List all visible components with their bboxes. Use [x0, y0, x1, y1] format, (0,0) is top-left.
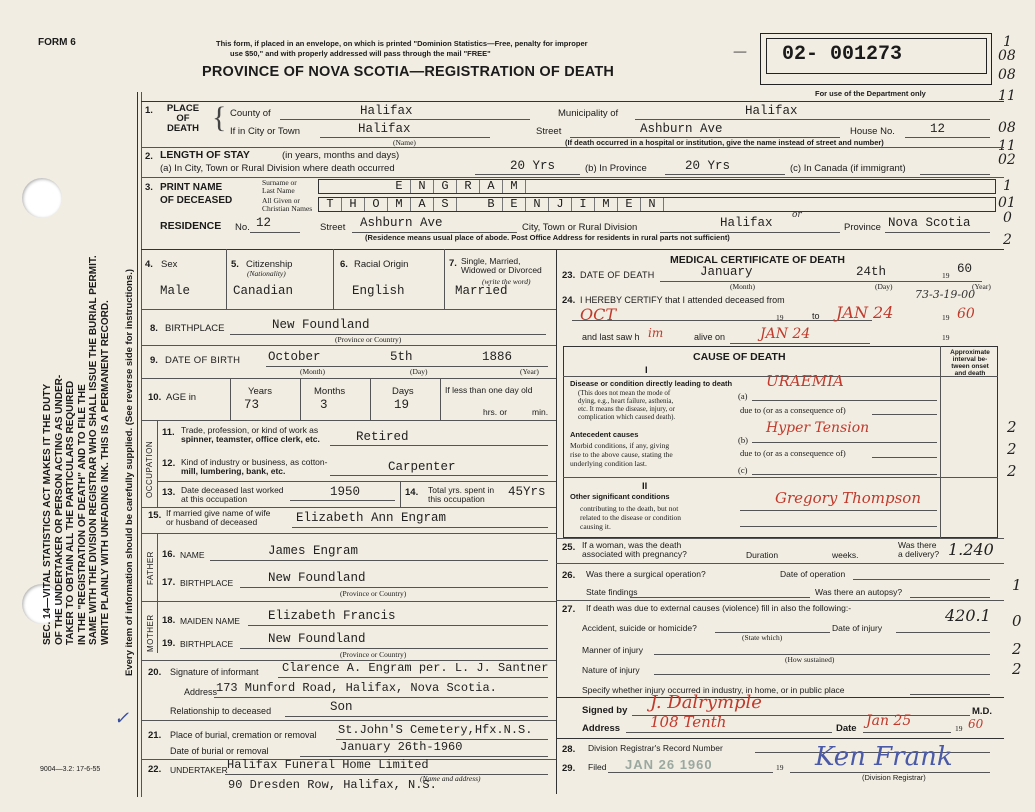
surname-boxes: E N G R A M: [318, 179, 996, 194]
margin-code: 2: [1007, 440, 1017, 458]
burial-place: St.John'S Cemetery,Hfx.N.S.: [338, 723, 533, 737]
city-label: If in City or Town: [230, 126, 301, 137]
informant-relationship: Son: [330, 700, 353, 714]
age-years: 73: [244, 398, 260, 412]
margin-code: 08: [998, 48, 1016, 64]
margin-code: 2: [1007, 462, 1017, 480]
punch-hole-top: [22, 178, 62, 218]
place-of-death-label: PLACE OF DEATH: [166, 103, 200, 134]
filed-stamp: JAN 26 1960: [625, 757, 713, 772]
physician-signature: J. Dalrymple: [650, 692, 762, 713]
birth-day: 5th: [390, 350, 413, 364]
residence-province: Nova Scotia: [888, 216, 971, 230]
form-id: FORM 6: [38, 37, 76, 48]
page-title: PROVINCE OF NOVA SCOTIA—REGISTRATION OF DEATH: [202, 64, 615, 80]
code-4201: 420.1: [945, 606, 991, 625]
margin-code: 08: [998, 67, 1016, 83]
hospital-note: (If death occurred in a hospital or institution, give the name instead of street and number): [565, 138, 884, 147]
postal-notice-2: use $50," and with properly addressed will pass through the mail "FREE": [230, 49, 491, 58]
margin-code: 0: [1012, 612, 1022, 630]
county-value: Halifax: [360, 104, 413, 118]
stay-province-value: 20 Yrs: [685, 159, 731, 173]
registrar-signature: Ken Frank: [815, 742, 953, 772]
form-code: 9004—3.2: 17-6-55: [40, 766, 101, 773]
occupation-side-label: OCCUPATION: [145, 440, 154, 498]
cause-b: Hyper Tension: [766, 420, 870, 436]
racial-origin-value: English: [352, 284, 405, 298]
stay-city-value: 20 Yrs: [510, 159, 556, 173]
margin-code: 0: [1003, 210, 1012, 226]
birthplace-value: New Foundland: [272, 318, 370, 332]
house-label: House No.: [850, 126, 895, 137]
death-day: 24th: [856, 265, 887, 279]
county-label: County of: [230, 108, 271, 119]
section-number: 1.: [145, 105, 153, 116]
check-mark: ✓: [114, 708, 130, 729]
undertaker-name: Halifax Funeral Home Limited: [227, 758, 429, 772]
margin-code: 11: [998, 138, 1016, 154]
margin-code: 01: [998, 195, 1016, 211]
informant-signature: Clarence A. Engram per. L. J. Santner: [282, 661, 549, 675]
burial-date: January 26th-1960: [340, 740, 463, 754]
cause-a: URAEMIA: [766, 372, 844, 390]
residence-no: 12: [256, 216, 272, 230]
death-year: 60: [957, 262, 973, 276]
margin-code: 2: [1012, 640, 1022, 658]
city-value: Halifax: [358, 122, 411, 136]
attended-from: OCT: [580, 305, 617, 324]
margin-code: 1: [1012, 576, 1022, 594]
margin-code: 2: [1007, 418, 1017, 436]
margin-code: 08: [998, 120, 1016, 136]
physician-date: Jan 25: [866, 713, 912, 729]
residence-label: RESIDENCE: [160, 220, 222, 232]
postal-notice-1: This form, if placed in an envelope, on which is printed "Dominion Statistics—Free, penalty for improper: [216, 39, 588, 48]
margin-code: 11: [998, 88, 1016, 104]
attended-to: JAN 24: [836, 303, 894, 322]
years-in-occupation: 45Yrs: [508, 485, 546, 499]
length-of-stay-label: LENGTH OF STAY: [160, 149, 250, 161]
side-notice-2: Every item of information should be carefully supplied. (See reverse side for instructions.): [124, 268, 135, 676]
citizenship-value: Canadian: [233, 284, 294, 298]
check-mark-top: —: [733, 44, 747, 60]
spouse-name: Elizabeth Ann Engram: [296, 511, 447, 525]
age-days: 19: [394, 398, 410, 412]
birth-year: 1886: [482, 350, 513, 364]
margin-code: 02: [998, 152, 1016, 168]
print-name-label: PRINT NAME OF DECEASED: [160, 182, 233, 206]
street-label: Street: [536, 126, 562, 137]
margin-code: 2: [1003, 232, 1012, 248]
margin-code: 2: [1012, 660, 1022, 678]
house-value: 12: [930, 122, 946, 136]
residence-street: Ashburn Ave: [360, 216, 443, 230]
physician-address: 108 Tenth: [650, 713, 727, 731]
death-registration-form: FORM 6 This form, if placed in an envelope, on which is printed "Dominion Statistics—Free, penalty for improper use $50," and with properly addressed will pass through the mail "FREE" PROVINCE OF NOVA SCOTIA—REGISTRATION OF DEATH — 02- 001273 For use of the Department only 1 08 08 11 08 11 02 1 01 0 2 SEC. 14—VITAL STATISTICS ACT MAKES IT THE DUTY OF THE UNDERTAKER OR PERSON ACTING AS UNDER- TAKER TO OBTAIN ALL THE PARTICULARS REQUIRED IN THE "REGISTRATION OF DEATH" AND TO FILE THE SAME WITH THE DIVISION REGISTRAR WHO SHALL ISSUE THE BURIAL PERMIT. WRITE PLAINLY WITH UNFADING INK. THIS IS A PERMANENT RECORD. Every item of information should be carefully supplied. (See reverse side for instructions.) 1. PLACE OF DEATH { County of Halifax Municipality of Halifax If in City or Town Halifax (Name) Street Ashburn Ave House No. 12 (If death occurred in a hospital or institution, give the name instead of street and number) 2. LENGTH OF STAY (in years, months and days) (a) In City, Town or Rural Division where death occurred 20 Yrs (b) In Province 20 Yrs (c) In Canada (if immigrant) 3. PRINT NAME OF DECEASED Surname or Last Name E N G R A M All Given or Christian Names T H O M A S B E N J I M E N RESIDENCE No. 12 Street Ashburn Ave City, Town or Rural Division Halifax or Province Nova Scotia (Residence means usual place of abode. Post Office Address for residents in rural parts not sufficient) 4. Sex Male 5. Citizenship (Nationality) Canadian 6. Racial Origin English 7. Single, Married, Widowed or Divorced (write the word) Married 8. BIRTHPLACE New Foundland (Province or Country) 9. DATE OF BIRTH October 5th 1886 (Month) (Day) (Year) 10. AGE in Years Months Days 73 3 19 If less than one day old hrs. or min. OCCUPATION 11. Trade, profession, or kind of work as spinner, teamster, office clerk, etc. Retired 12. Kind of industry or business, as cotton- mill, lumbering, bank, etc. Carpenter 13. Date deceased last worked at this occupation 1950 14. Total yrs. spent in this occupation 45Yrs 15. If married give name of wife or husband of deceased Elizabeth Ann Engram FATHER 16. NAME James Engram 17. BIRTHPLACE New Foundland (Province or Country) MOTHER 18. MAIDEN NAME Elizabeth Francis 19. BIRTHPLACE New Foundland (Province or Country) 20. Signature of informant Clarence A. Engram per. L. J. Santner Address 173 Munford Road, Halifax, Nova Scotia. Relationship to deceased Son ✓ 21. Place of burial, cremation or removal St.John'S Cemetery,Hfx.N.S. Date of burial or removal January 26th-1960 22. UNDERTAKER Halifax Funeral Home Limited (Name and address) 90 Dresden Row, Halifax, N.S. 9004—3.2: 17-6-55 MEDICAL CERTIFICATE OF DEATH 23. DATE OF DEATH January 24th 19 60 (Month) (Day) (Year) 24. I HEREBY CERTIFY that I attended deceased from 73-3-19-00 OCT 19 to JAN 24 19 60 and last saw h im alive on JAN 24 19 CAUSE OF DEATH Approximate interval be- tween onset and death I Disease or condition directly leading to death (This does not mean the mode of dying, e.g., heart failure, asthenia, etc. It means the disease, injury, or complication which caused death). (a) URAEMIA due to (or as a consequence of) Antecedent causes Morbid conditions, if any, giving rise to the above cause, stating the underlying condition last. (b) Hyper Tension due to (or as a consequence of) (c) II Other significant conditions contributing to the death, but not related to the disease or condition causing it. Gregory Thompson 25. If a woman, was the death associated with pregnancy? Duration weeks. Was there a delivery? 1.240 26. Was there a surgical operation? Date of operation State findings Was there an autopsy? 27. If death was due to external causes (violence) fill in also the following:- 420.1 Accident, suicide or homicide? (State which) Date of injury Manner of injury (How sustained) Nature of injury Specify whether injury occurred in industry, in home, or in public place Signed by J. Dalrymple M.D. Address 108 Tenth Date Jan 25 19 60 28. Division Registrar's Record Number 29. Filed JAN 26 1960 19 (Division Registrar) Ken Frank 2 2 2 1 0 2 2: [0, 0, 1035, 812]
margin-code: 1: [1003, 34, 1012, 50]
side-notice: SEC. 14—VITAL STATISTICS ACT MAKES IT THE DUTY OF THE UNDERTAKER OR PERSON ACTING AS UNDER- TAKER TO OBTAIN ALL THE PARTICULARS REQUIRED IN THE "REGISTRATION OF DEATH" AND TO FILE THE SAME WITH THE DIVISION REGISTRAR WHO SHALL ISSUE THE BURIAL PERMIT. WRITE PLAINLY WITH UNFADING INK. THIS IS A PERMANENT RECORD.: [42, 255, 111, 645]
medical-certificate-title: MEDICAL CERTIFICATE OF DEATH: [670, 254, 845, 266]
occupation-value: Retired: [356, 430, 409, 444]
municipality-value: Halifax: [745, 104, 798, 118]
death-month: January: [700, 265, 753, 279]
residence-city: Halifax: [720, 216, 773, 230]
code-2473: 73-3-19-00: [915, 288, 976, 301]
mother-maiden-name: Elizabeth Francis: [268, 609, 396, 623]
informant-address: 173 Munford Road, Halifax, Nova Scotia.: [216, 681, 497, 695]
age-months: 3: [320, 398, 328, 412]
signing-physician-note: Gregory Thompson: [775, 489, 921, 507]
father-birthplace: New Foundland: [268, 571, 366, 585]
cause-of-death-title: CAUSE OF DEATH: [693, 351, 786, 363]
street-value: Ashburn Ave: [640, 122, 723, 136]
name-hint: (Name): [393, 138, 416, 147]
sex-value: Male: [160, 284, 191, 298]
attended-year: 60: [957, 306, 975, 322]
mother-birthplace: New Foundland: [268, 632, 366, 646]
marital-status-value: Married: [455, 284, 508, 298]
dept-use-note: For use of the Department only: [815, 89, 926, 98]
municipality-label: Municipality of: [558, 108, 619, 119]
last-seen-alive: JAN 24: [760, 326, 811, 342]
birth-month: October: [268, 350, 321, 364]
undertaker-address: 90 Dresden Row, Halifax, N.S.: [228, 778, 437, 792]
industry-value: Carpenter: [388, 460, 456, 474]
registration-number: 02- 001273: [782, 43, 903, 66]
given-names-boxes: T H O M A S B E N J I M E N: [318, 197, 996, 212]
last-worked-value: 1950: [330, 485, 361, 499]
code-1240: 1.240: [948, 540, 994, 559]
father-name: James Engram: [268, 544, 359, 558]
margin-code: 1: [1003, 178, 1012, 194]
